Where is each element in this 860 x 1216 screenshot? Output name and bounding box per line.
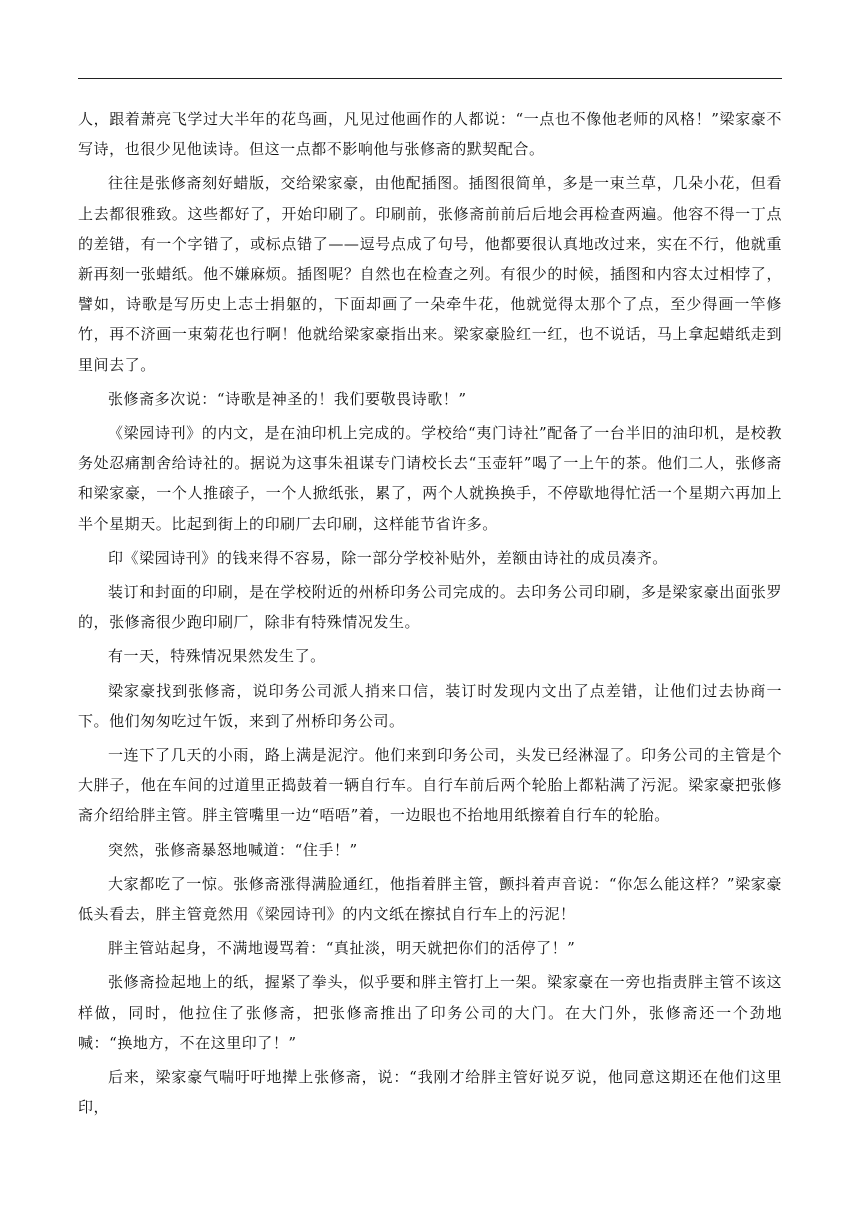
paragraph: 装订和封面的印刷，是在学校附近的州桥印务公司完成的。去印务公司印刷，多是梁家豪出面张罗的，张修斋很少跑印刷厂，除非有特殊情况发生。 [78,583,782,632]
paragraph: 一连下了几天的小雨，路上满是泥泞。他们来到印务公司，头发已经淋湿了。印务公司的主管是个大胖子，他在车间的过道里正捣鼓着一辆自行车。自行车前后两个轮胎上都粘满了污泥。梁家豪把张修斋介绍给胖主管。胖主管嘴里一边“唔唔”着，一边眼也不抬地用纸擦着自行车的轮胎。 [78,746,782,825]
paragraph: 《梁园诗刊》的内文，是在油印机上完成的。学校给“夷门诗社”配备了一台半旧的油印机，是校教务处忍痛割舍给诗社的。据说为这事朱祖谋专门请校长去“玉壶轩”喝了一上午的茶。他们二人，张修斋和梁家豪，一个人推磙子，一个人掀纸张，累了，两个人就换换手，不停歇地得忙活一个星期六再加上半个星期天。比起到街上的印刷厂去印刷，这样能节省许多。 [78,424,782,533]
paragraph: 梁家豪找到张修斋，说印务公司派人捎来口信，装订时发现内文出了点差错，让他们过去协商一下。他们匆匆吃过午饭，来到了州桥印务公司。 [78,681,782,730]
paragraph: 大家都吃了一惊。张修斋涨得满脸通红，他指着胖主管，颤抖着声音说：“你怎么能这样？”梁家豪低头看去，胖主管竟然用《梁园诗刊》的内文纸在擦拭自行车上的污泥！ [78,874,782,924]
paragraph: 张修斋捡起地上的纸，握紧了拳头，似乎要和胖主管打上一架。梁家豪在一旁也指责胖主管不该这样做，同时，他拉住了张修斋，把张修斋推出了印务公司的大门。在大门外，张修斋还一个劲地喊：“换地方，不在这里印了！” [78,973,782,1052]
header-rule [78,78,782,79]
paragraph: 突然，张修斋暴怒地喊道：“住手！” [108,840,358,859]
paragraph: 胖主管站起身，不满地谩骂着：“真扯淡，明天就把你们的活停了！” [108,939,576,958]
paragraph: 张修斋多次说：“诗歌是神圣的！我们要敬畏诗歌！” [108,389,467,408]
paragraph: 有一天，特殊情况果然发生了。 [108,647,326,666]
paragraph: 往往是张修斋刻好蜡版，交给梁家豪，由他配插图。插图很简单，多是一束兰草，几朵小花，但看上去都很雅致。这些都好了，开始印刷了。印刷前，张修斋前前后后地会再检查两遍。他容不得一丁点的差错，有一个字错了，或标点错了——逗号点成了句号，他都要很认真地改过来，实在不行，他就重新再刻一张蜡纸。他不嫌麻烦。插图呢？自然也在检查之列。有很少的时候，插图和内容太过相悖了，譬如，诗歌是写历史上志士捐躯的，下面却画了一朵牵牛花，他就觉得太那个了点，至少得画一竿修竹，再不济画一束菊花也行啊！他就给梁家豪指出来。梁家豪脸红一红，也不说话，马上拿起蜡纸走到里间去了。 [78,174,782,374]
paragraph: 后来，梁家豪气喘吁吁地撵上张修斋，说：“我刚才给胖主管好说歹说，他同意这期还在他们这里印， [78,1068,782,1117]
paragraph: 人，跟着萧亮飞学过大半年的花鸟画，凡见过他画作的人都说：“一点也不像他老师的风格！”梁家豪不写诗，也很少见他读诗。但这一点都不影响他与张修斋的默契配合。 [78,110,782,159]
paragraph: 印《梁园诗刊》的钱来得不容易，除一部分学校补贴外，差额由诗社的成员凑齐。 [108,548,668,567]
article-body [78,104,782,1127]
